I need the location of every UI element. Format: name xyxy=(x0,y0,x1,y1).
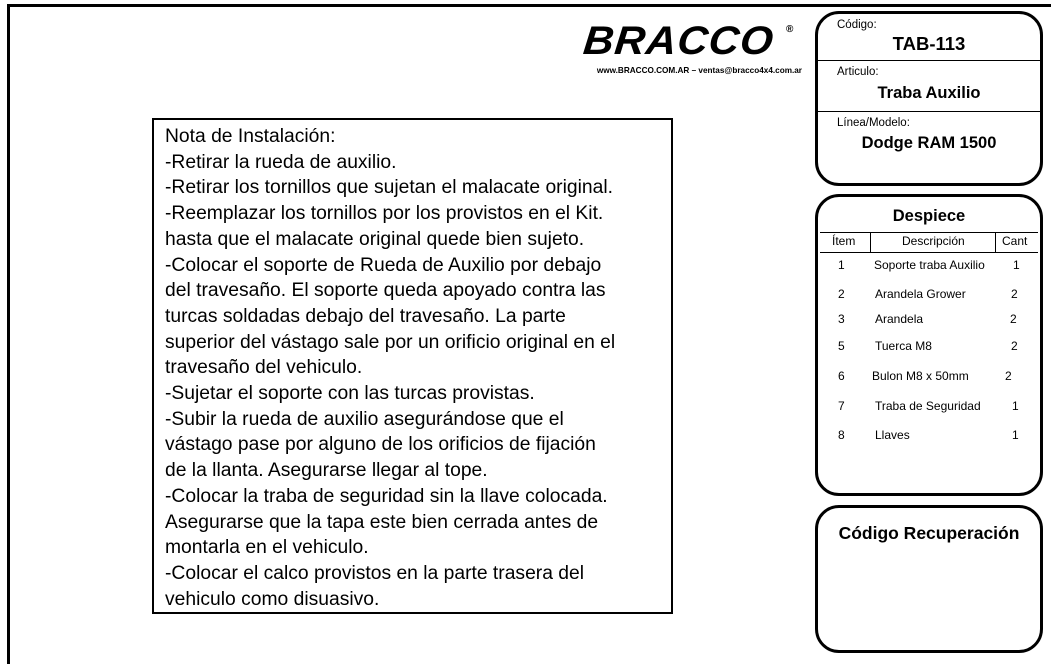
header-qty: Cant xyxy=(1002,234,1028,248)
row-description: Bulon M8 x 50mm xyxy=(872,369,969,383)
note-line: vástago pase por alguno de los orificios de fijación xyxy=(165,434,596,456)
table-row xyxy=(818,369,1040,389)
divider xyxy=(818,60,1040,61)
row-qty: 1 xyxy=(1013,258,1020,272)
code-label: Código: xyxy=(837,19,877,31)
row-qty: 2 xyxy=(1011,339,1018,353)
brand-wordmark: BRACCO xyxy=(581,18,777,63)
note-line: superior del vástago sale por un orificio original en el xyxy=(165,331,616,353)
row-description: Soporte traba Auxilio xyxy=(874,258,985,272)
note-line: de la llanta. Asegurarse llegar al tope. xyxy=(165,460,488,482)
column-divider xyxy=(995,233,996,252)
note-line: turcas soldadas debajo del travesaño. La parte xyxy=(165,305,566,327)
column-divider xyxy=(870,233,871,252)
row-description: Arandela xyxy=(875,312,924,326)
row-description: Llaves xyxy=(875,428,910,442)
note-line: montarla en el vehiculo. xyxy=(165,537,369,559)
row-qty: 1 xyxy=(1012,428,1019,442)
row-description: Arandela Grower xyxy=(875,287,966,301)
registered-mark: ® xyxy=(786,24,794,35)
note-line: -Colocar el soporte de Rueda de Auxilio por debajo xyxy=(165,254,602,276)
note-line: -Colocar el calco provistos en la parte trasera del xyxy=(165,562,585,584)
article-value: Traba Auxilio xyxy=(877,84,981,102)
row-item: 6 xyxy=(838,369,845,383)
row-qty: 2 xyxy=(1005,369,1012,383)
row-qty: 2 xyxy=(1011,287,1018,301)
model-value: Dodge RAM 1500 xyxy=(861,134,997,152)
table-row xyxy=(818,312,1040,332)
table-row xyxy=(818,399,1040,419)
parts-title: Despiece xyxy=(892,207,966,225)
row-item: 1 xyxy=(838,258,845,272)
note-line: Asegurarse que la tapa este bien cerrada antes de xyxy=(165,511,599,533)
row-description: Traba de Seguridad xyxy=(875,399,981,413)
row-item: 8 xyxy=(838,428,845,442)
table-row xyxy=(818,428,1040,448)
note-line: hasta que el malacate original quede bien sujeto. xyxy=(165,228,585,250)
parts-table-header xyxy=(820,232,1038,253)
note-title: Nota de Instalación: xyxy=(165,126,336,147)
brand-logo xyxy=(581,18,806,78)
header-description: Descripción xyxy=(902,234,965,248)
row-qty: 1 xyxy=(1012,399,1019,413)
note-line: travesaño del vehiculo. xyxy=(165,357,363,379)
note-line: -Retirar la rueda de auxilio. xyxy=(165,151,397,173)
table-row xyxy=(818,258,1040,278)
row-qty: 2 xyxy=(1010,312,1017,326)
header-item: Ítem xyxy=(832,234,856,248)
code-value: TAB-113 xyxy=(892,33,966,54)
note-line: vehiculo como disuasivo. xyxy=(165,588,380,610)
note-lines xyxy=(165,150,660,613)
row-item: 2 xyxy=(838,287,845,301)
table-row xyxy=(818,339,1040,359)
note-line: -Colocar la traba de seguridad sin la llave colocada. xyxy=(165,485,608,507)
table-row xyxy=(818,287,1040,307)
divider xyxy=(818,111,1040,112)
note-line: -Reemplazar los tornillos por los provistos en el Kit. xyxy=(165,203,604,225)
note-line: del travesaño. El soporte queda apoyado contra las xyxy=(165,280,606,302)
note-line: -Retirar los tornillos que sujetan el malacate original. xyxy=(165,177,613,199)
recovery-code-box xyxy=(815,505,1043,653)
row-item: 5 xyxy=(838,339,845,353)
recovery-title: Código Recuperación xyxy=(838,523,1020,543)
installation-note xyxy=(152,118,673,614)
row-item: 7 xyxy=(838,399,845,413)
article-label: Articulo: xyxy=(837,66,879,78)
note-line: -Subir la rueda de auxilio asegurándose que el xyxy=(165,408,564,430)
parts-list-box xyxy=(815,194,1043,496)
brand-contact: www.BRACCO.COM.AR – ventas@bracco4x4.com.ar xyxy=(596,66,802,75)
row-description: Tuerca M8 xyxy=(875,339,932,353)
product-info-box xyxy=(815,11,1043,186)
note-line: -Sujetar el soporte con las turcas provistas. xyxy=(165,383,535,405)
row-item: 3 xyxy=(838,312,845,326)
model-label: Línea/Modelo: xyxy=(837,117,910,129)
